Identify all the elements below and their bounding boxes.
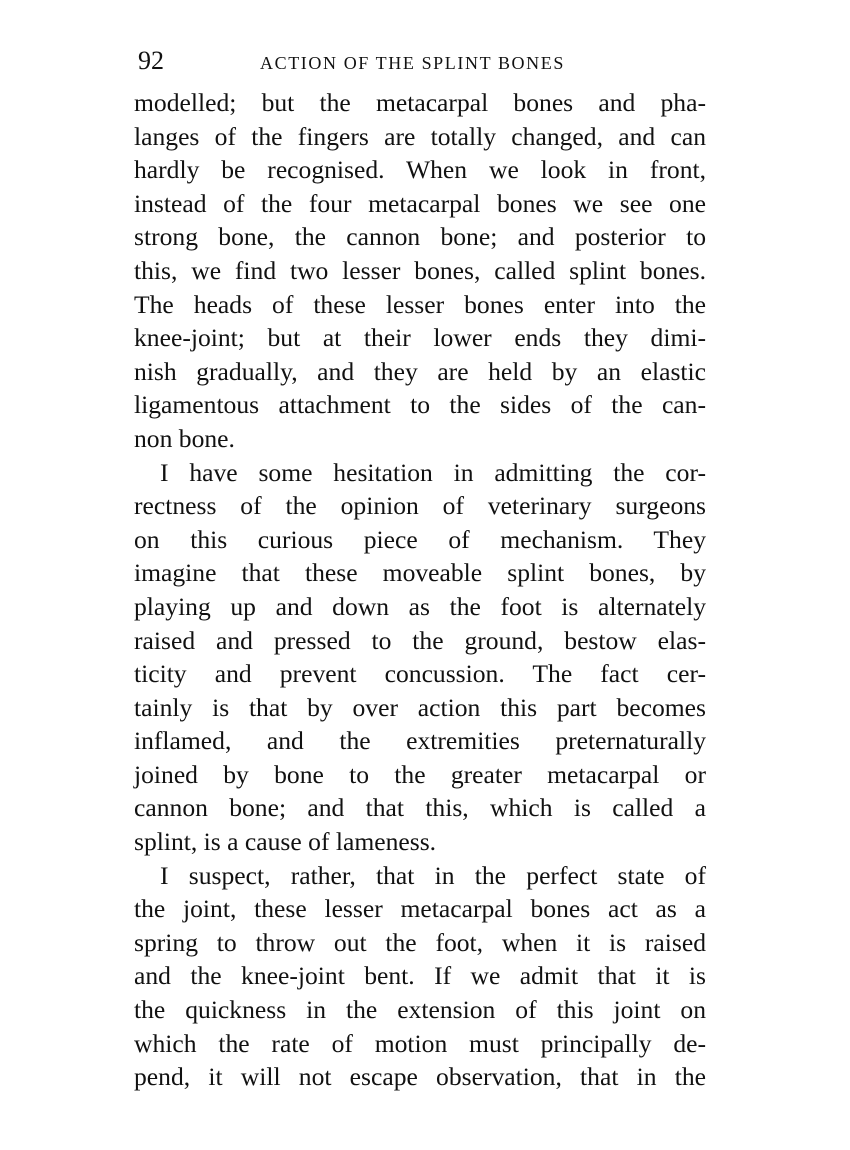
text-line: cannon bone; and that this, which is called a (134, 793, 706, 823)
text-line: the joint, these lesser metacarpal bones act as a (134, 894, 706, 924)
text-line: and the knee-joint bent. If we admit that it is (134, 961, 706, 991)
paragraph-2 (134, 456, 706, 859)
text-line: instead of the four metacarpal bones we see one (134, 188, 706, 218)
text-line: strong bone, the cannon bone; and posterior to (134, 222, 706, 252)
paragraph-1 (134, 86, 706, 456)
text-line: langes of the fingers are totally changed, and can (134, 121, 706, 151)
running-head-title: ACTION OF THE SPLINT BONES (260, 53, 565, 73)
text-line: rectness of the opinion of veterinary surgeons (134, 491, 706, 521)
text-line: this, we find two lesser bones, called splint bones. (134, 255, 706, 285)
text-line: splint, is a cause of lameness. (134, 827, 437, 857)
page-number: 92 (138, 46, 164, 75)
text-line: ligamentous attachment to the sides of the can- (134, 390, 706, 420)
text-line: modelled; but the metacarpal bones and pha- (134, 88, 706, 117)
text-line: playing up and down as the foot is alternately (134, 591, 706, 621)
text-line: joined by bone to the greater metacarpal or (134, 759, 706, 789)
body-text (134, 86, 706, 1094)
text-line: the quickness in the extension of this joint on (134, 995, 706, 1025)
text-line: The heads of these lesser bones enter into the (134, 289, 706, 319)
text-line: imagine that these moveable splint bones, by (134, 558, 706, 588)
text-line: inflamed, and the extremities preternaturally (134, 726, 706, 756)
paragraph-3 (134, 859, 706, 1094)
text-line: spring to throw out the foot, when it is raised (134, 927, 706, 957)
text-line: raised and pressed to the ground, bestow elas- (134, 625, 706, 655)
text-line: which the rate of motion must principally de- (134, 1028, 706, 1058)
text-line: hardly be recognised. When we look in front, (134, 155, 706, 185)
text-line: nish gradually, and they are held by an elastic (134, 356, 706, 386)
text-line: I suspect, rather, that in the perfect state of (160, 860, 706, 890)
running-head (138, 44, 708, 80)
text-line: ticity and prevent concussion. The fact cer- (134, 659, 706, 689)
text-line: non bone. (134, 423, 235, 453)
text-line: tainly is that by over action this part becomes (134, 692, 706, 722)
text-line: pend, it will not escape observation, that in the (134, 1062, 706, 1092)
text-line: knee-joint; but at their lower ends they dimi- (134, 323, 706, 353)
text-line: on this curious piece of mechanism. They (134, 524, 706, 554)
text-line: I have some hesitation in admitting the cor- (160, 457, 706, 487)
